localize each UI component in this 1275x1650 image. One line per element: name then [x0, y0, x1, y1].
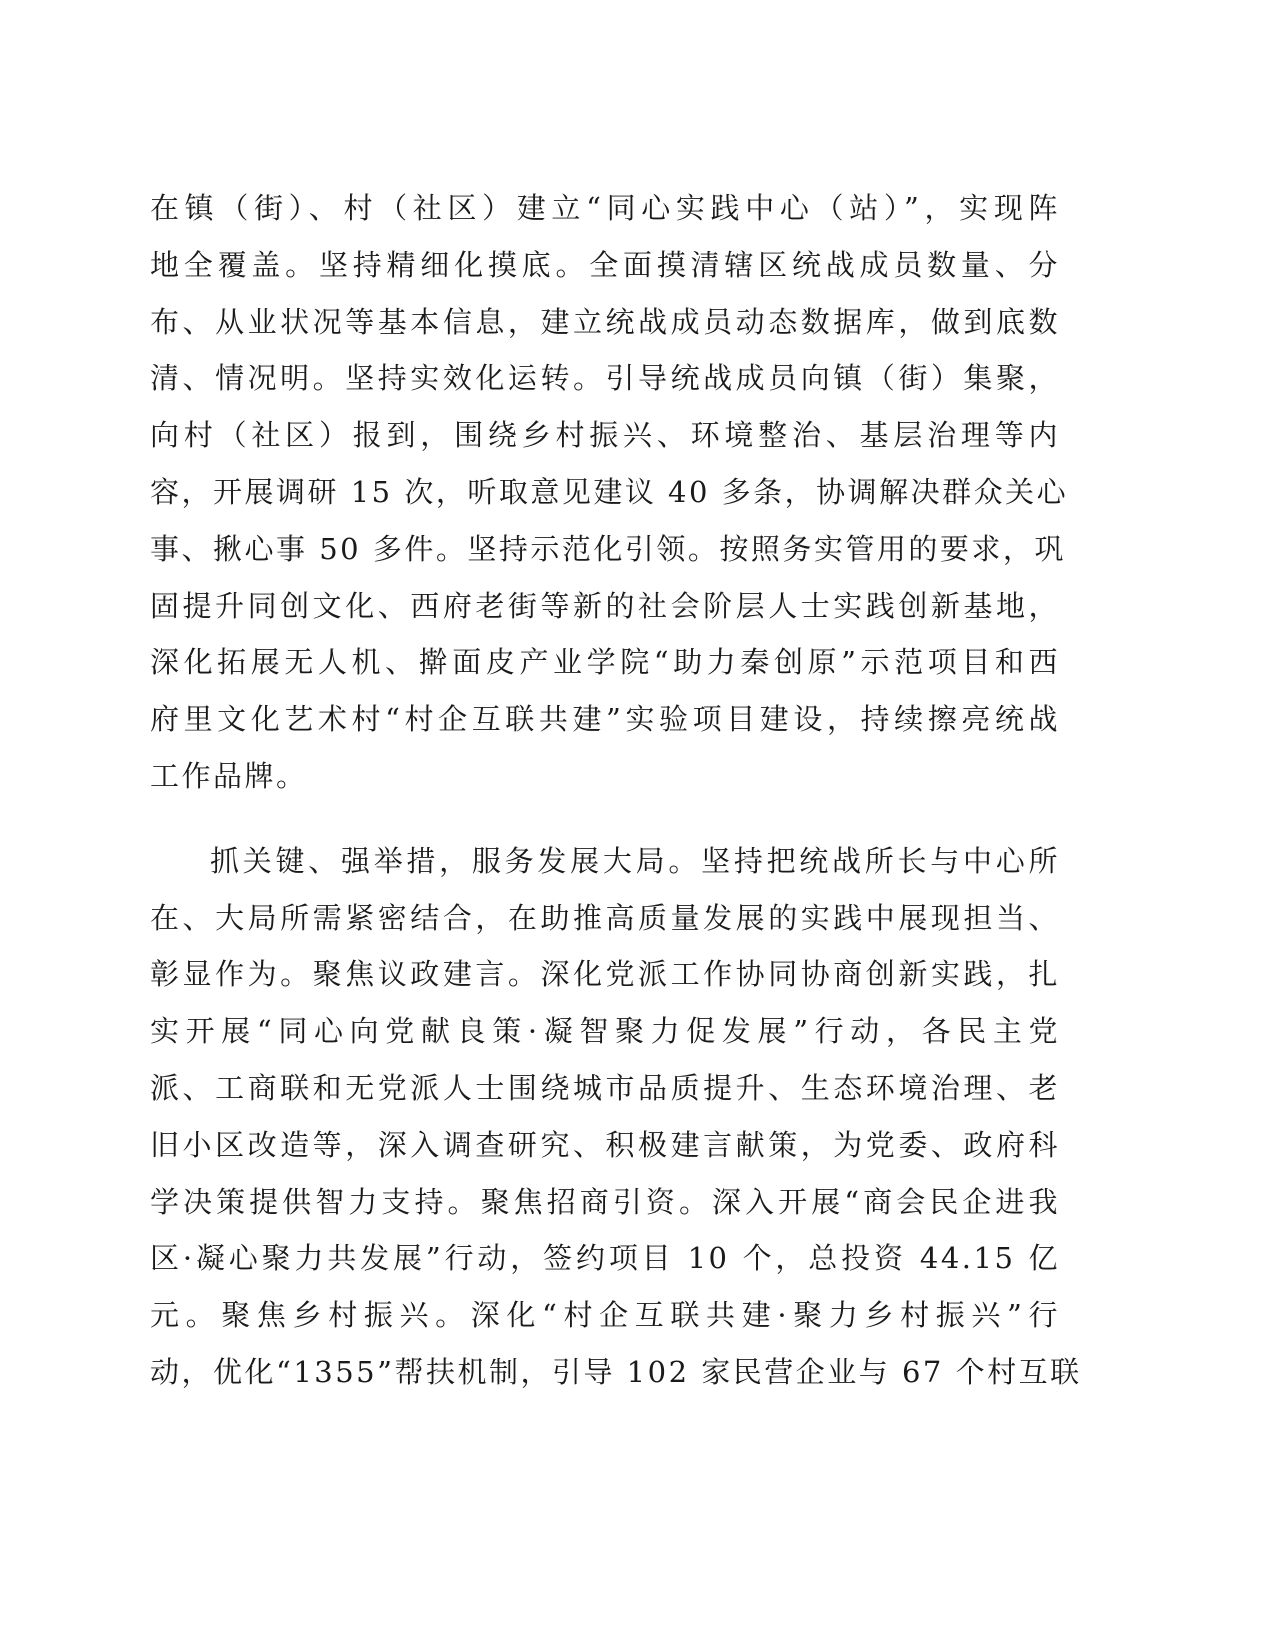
text-line: 地全覆盖。坚持精细化摸底。全面摸清辖区统战成员数量、分: [150, 247, 1060, 282]
text-line: 实开展“同心向党献良策·凝智聚力促发展”行动，各民主党: [150, 1014, 1060, 1049]
text-line: 彰显作为。聚焦议政建言。深化党派工作协同协商创新实践，扎: [150, 957, 1060, 992]
text-line: 固提升同创文化、西府老街等新的社会阶层人士实践创新基地，: [150, 588, 1060, 623]
text-line: 布、从业状况等基本信息，建立统战成员动态数据库，做到底数: [150, 304, 1060, 339]
paragraph: [150, 180, 1069, 805]
text-line: 抓关键、强举措，服务发展大局。坚持把统战所长与中心所: [210, 843, 1060, 878]
text-line: 工作品牌。: [150, 758, 308, 793]
text-line: 向村（社区）报到，围绕乡村振兴、环境整治、基层治理等内: [150, 418, 1060, 453]
text-line: 在镇（街）、村（社区）建立“同心实践中心（站）”，实现阵: [150, 191, 1060, 225]
document-body: [150, 180, 1082, 1401]
text-line: 学决策提供智力支持。聚焦招商引资。深入开展“商会民企进我: [150, 1184, 1060, 1219]
text-line: 派、工商联和无党派人士围绕城市品质提升、生态环境治理、老: [150, 1070, 1060, 1105]
text-line: 府里文化艺术村“村企互联共建”实验项目建设，持续擦亮统战: [150, 702, 1060, 737]
text-line: 在、大局所需紧密结合，在助推高质量发展的实践中展现担当、: [150, 900, 1060, 935]
text-line: 清、情况明。坚持实效化运转。引导统战成员向镇（街）集聚，: [150, 361, 1060, 396]
paragraph: [150, 833, 1082, 1401]
text-line: 深化拓展无人机、擀面皮产业学院“助力秦创原”示范项目和西: [150, 645, 1060, 680]
text-line: 区·凝心聚力共发展”行动，签约项目 10 个，总投资 44.15 亿: [150, 1241, 1060, 1276]
text-line: 旧小区改造等，深入调查研究、积极建言献策，为党委、政府科: [150, 1127, 1060, 1162]
text-line: 元。聚焦乡村振兴。深化“村企互联共建·聚力乡村振兴”行: [150, 1298, 1060, 1333]
text-line: 事、揪心事 50 多件。坚持示范化引领。按照务实管用的要求，巩: [150, 531, 1066, 566]
text-line: 动，优化“1355”帮扶机制，引导 102 家民营企业与 67 个村互联: [150, 1354, 1082, 1389]
text-line: 容，开展调研 15 次，听取意见建议 40 多条，协调解决群众关心: [150, 474, 1069, 509]
paragraph-spacer: [150, 805, 1060, 833]
